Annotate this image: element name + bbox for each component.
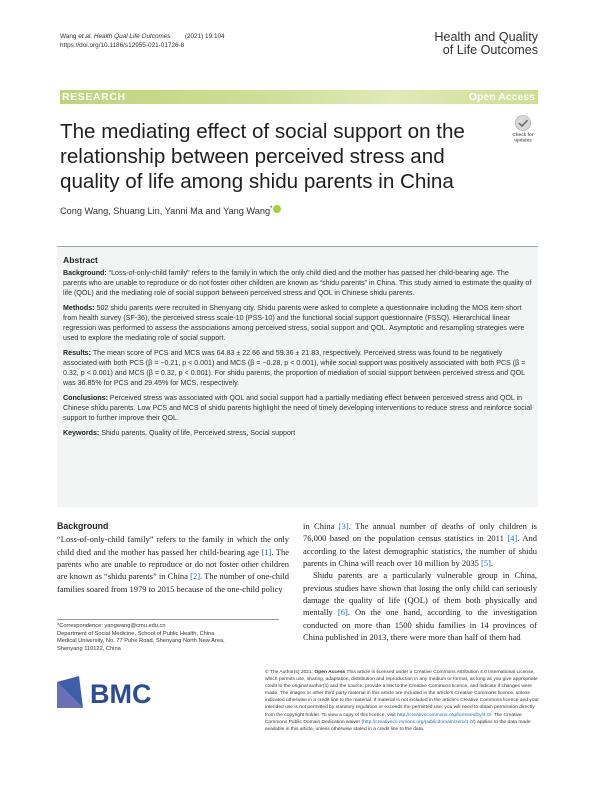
abstract-conclusions-text: Perceived stress was associated with QOL and social support had a partially mediating effect between perceived stress and QOL in Chinese shidu parents. Low PCS and MCS of shidu parents highlight the need of timely developing interventions to reduce stress and reinforce social support to further improve their QOL. [63,394,532,422]
abstract-methods-label: Methods: [63,304,95,312]
affiliation-line: Department of Social Medicine, School of Public Health, China [57,630,215,637]
abstract-heading: Abstract [63,255,98,265]
body-text: . On the one hand, according to the investigation conducted on more than 1500 shidu families in 14 provinces of China published in 2013, there were more than half of them had [303,607,537,643]
abstract-results [63,348,532,388]
correspondence-note [57,623,279,653]
abstract-keywords-label: Keywords: [63,429,100,437]
citation-link[interactable]: [3] [338,521,349,531]
body-left-column [57,520,289,595]
journal-name [434,31,538,57]
footnote-divider [57,619,279,620]
citation-journal: et al. Health Qual Life Outcomes [78,33,171,40]
citation-line [60,33,225,42]
abstract-keywords-text: Shidu parents, Quality of life, Perceived stress, Social support [101,429,296,437]
abstract-methods [63,303,532,343]
journal-name-line2: of Life Outcomes [442,43,538,57]
body-right-column [303,520,537,643]
public-domain-link[interactable]: http://creativeco mmons.org/publicdomain/zero/1.0/ [363,719,475,725]
body-text: in China [303,521,339,531]
citation-link[interactable]: [1] [261,546,272,557]
article-type-label: RESEARCH [62,91,126,103]
author-list [60,205,281,216]
license-link[interactable]: http://creativecommons.org/licenses/by/4.0/ [397,712,492,718]
section-heading-background: Background [57,521,109,531]
article-title: The mediating effect of social support on the relationship between perceived stress and quality of life among shidu parents in China [60,120,465,193]
affiliation-line: Shenyang 110122, China [57,645,121,652]
abstract-conclusions [63,393,532,423]
body-text: . The annual number of deaths of only children is 76,000 based on the population census statistics in 2011 [303,521,537,544]
citation-link[interactable]: [5] [481,558,491,569]
abstract-keywords [63,428,532,438]
abstract-results-label: Results: [63,349,91,357]
abstract-background [63,268,532,298]
author-names: Cong Wang, Shuang Lin, Yanni Ma and Yang Wang [60,206,271,216]
license-statement [265,669,539,733]
open-access-label: Open Access [468,91,535,103]
body-text: . The number of one-child families soared from 1979 to 2015 because of the one-child policy [57,571,289,594]
abstract-background-text: “Loss-of-only-child family” refers to the family in which the only child died and the mother has passed her child-bearing age. The parents who are unable to reproduce or do not foster other children are known as “shidu parents” in China. This study aimed to estimate the quality of life (QOL) and the mediating role of social support between perceived stress and QOL in Chinese shidu parents. [63,269,532,297]
abstract-background-label: Background: [63,269,107,277]
body-paragraph-2 [303,569,537,643]
license-text: © The Author(s) 2021. [265,670,315,675]
check-badge-circle-icon [516,116,531,131]
bmc-logo-text: BMC [90,679,152,708]
body-paragraph-1 [57,533,289,595]
bmc-logo [57,676,177,708]
license-text: ) applies to the data made available in this article, unless otherwise stated in a credit line to the data. [265,719,531,732]
body-text: . The parents who are unable to reproduce or do not foster other children are known as “shidu parents” in China [57,546,289,582]
body-text: . And according to the latest demographic statistics, the number of shidu parents in China will reach over 10 million by 2035 [303,533,537,569]
body-text: Shidu parents are a particularly vulnerable group in China, previous studies have shown that losing the only child can seriously damage the quality of life (QOL) of them both physically and mentally [303,570,537,618]
journal-name-line1: Health and Quality [434,30,538,44]
citation-author: Wang [60,33,79,40]
citation-link[interactable]: [2] [190,571,201,582]
affiliation-line: Medical University, No. 77 Puhe Road, Shenyang North New Area, [57,638,225,645]
citation-link[interactable]: [6] [337,607,348,618]
orcid-icon[interactable] [273,205,281,213]
corresponding-marker: * [270,205,273,212]
check-badge-line1: Check for [512,132,534,137]
article-type-band [60,90,538,104]
license-text: This article is licensed under a Creative Commons Attribution 4.0 International License, which permits use, sharing, adaptation, distribution and reproduction in any medium or format, as long as you give appropriate credit to the original author(s) and the source, provide a link to the Creative Commons licence, and indicate if changes were made. The images or other third party material in this article are included in the article’s Creative Commons licence, unless indicated otherwise in a credit line to the material. If material is not included in the article’s Creative Commons licence and your intended use is not permitted by statutory regulation or exceeds the permitted use, you will need to obtain permission directly from the copyright holder. To view a copy of this licence, visit [265,670,539,718]
body-paragraph-1-cont [303,520,537,569]
abstract-conclusions-label: Conclusions: [63,394,108,402]
abstract-box [57,246,538,507]
license-text: . The Creative Commons Public Domain Dedication waiver ( [265,712,522,725]
correspondence-email[interactable]: *Correspondence: yangwang@cmu.edu.cn [57,623,166,629]
running-header [60,33,225,50]
body-text: “Loss-of-only-child family” refers to the family in which the only child died and the mother has passed her child-bearing age [57,534,289,557]
abstract-results-text: The mean score of PCS and MCS was 64.83 ± 22.66 and 59.36 ± 21.83, respectively. Perceived stress was found to be negatively associated with both PCS (β = −0.21, p < 0.001) and MCS (β = −0.28, p < 0.001), while social support was positively associated with both PCS (β = 0.32, p < 0.001) and MCS (β = 0.32, p < 0.001). For shidu parents, the proportion of mediation of social support between perceived stress and QOL was 36.85% for PCS and 29.45% for MCS, respectively. [63,349,526,387]
license-open-access: Open Access [314,670,346,675]
doi-link[interactable]: https://doi.org/10.1186/s12955-021-01726-8 [60,41,185,49]
citation-link[interactable]: [4] [507,533,518,544]
abstract-methods-text: 502 shidu parents were recruited in Shenyang city. Shidu parents were asked to complete a questionnaire including the MOS item short from health survey (SF-36), the perceived stress scale-10 (PSS-10) and the functional social support questionnaire (FSSQ). Hierarchical linear regression was performed to assess the associations among perceived stress, social support and QOL. Asymptotic and resampling strategies were used to explore the mediating role of social support. [63,304,525,342]
citation-year: (2021) 19:104 [184,33,225,40]
body-text: . [490,558,494,569]
check-for-updates-badge[interactable] [509,114,537,144]
check-badge-line2: updates [514,137,532,143]
